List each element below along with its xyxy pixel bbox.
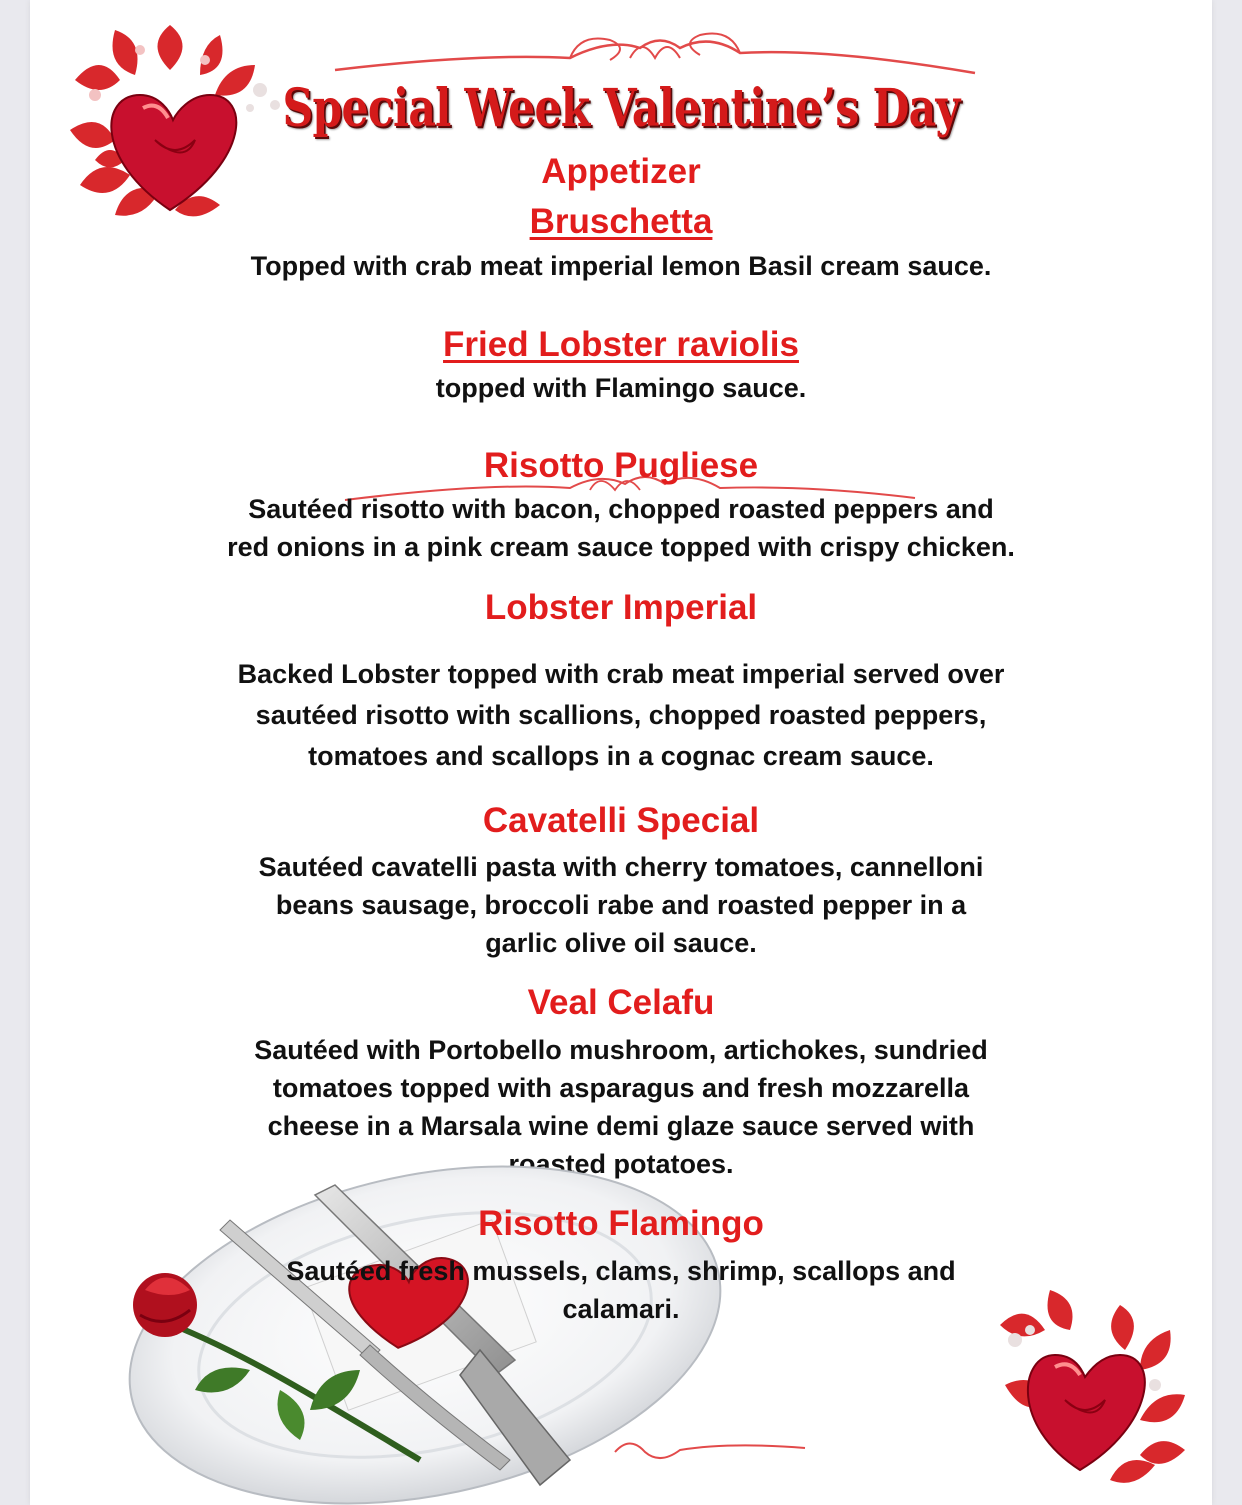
item-desc-fried-lobster-raviolis: topped with Flamingo sauce. xyxy=(435,373,807,403)
item-desc-lobster-imperial: Backed Lobster topped with crab meat imperial served over sautéed risotto with scallions, chopped roasted peppers, tomatoes and scallops in a cognac cream sauce. xyxy=(237,659,1005,771)
floral-heart-icon xyxy=(990,1285,1215,1500)
item-desc-risotto-pugliese: Sautéed risotto with bacon, chopped roasted peppers and red onions in a pink cream sauce topped with crispy chicken. xyxy=(227,494,1015,562)
swirl-divider-icon xyxy=(610,1430,810,1470)
item-name-risotto-pugliese: Risotto Pugliese xyxy=(483,446,759,485)
item-desc-veal-celafu: Sautéed with Portobello mushroom, artichokes, sundried tomatoes topped with asparagus and fresh mozzarella cheese in a Marsala wine demi glaze sauce served with roasted potatoes. xyxy=(254,1035,988,1179)
item-desc-cavatelli-special: Sautéed cavatelli pasta with cherry tomatoes, cannelloni beans sausage, broccoli rabe and roasted pepper in a garlic olive oil sauce. xyxy=(258,852,984,958)
item-name-fried-lobster-raviolis: Fried Lobster raviolis xyxy=(443,325,799,364)
item-name-risotto-flamingo: Risotto Flamingo xyxy=(478,1204,764,1243)
item-desc-bruschetta: Topped with crab meat imperial lemon Basil cream sauce. xyxy=(250,251,992,281)
menu-title: Special Week Valentine’s Day xyxy=(282,78,960,139)
item-name-bruschetta: Bruschetta xyxy=(529,202,713,241)
item-name-veal-celafu: Veal Celafu xyxy=(527,983,715,1022)
item-name-lobster-imperial: Lobster Imperial xyxy=(484,588,758,627)
item-desc-risotto-flamingo: Sautéed fresh mussels, clams, shrimp, scallops and calamari. xyxy=(286,1256,956,1324)
item-name-cavatelli-special: Cavatelli Special xyxy=(482,801,760,840)
swirl-divider-icon xyxy=(330,28,980,78)
section-heading-appetizer: Appetizer xyxy=(541,152,701,191)
